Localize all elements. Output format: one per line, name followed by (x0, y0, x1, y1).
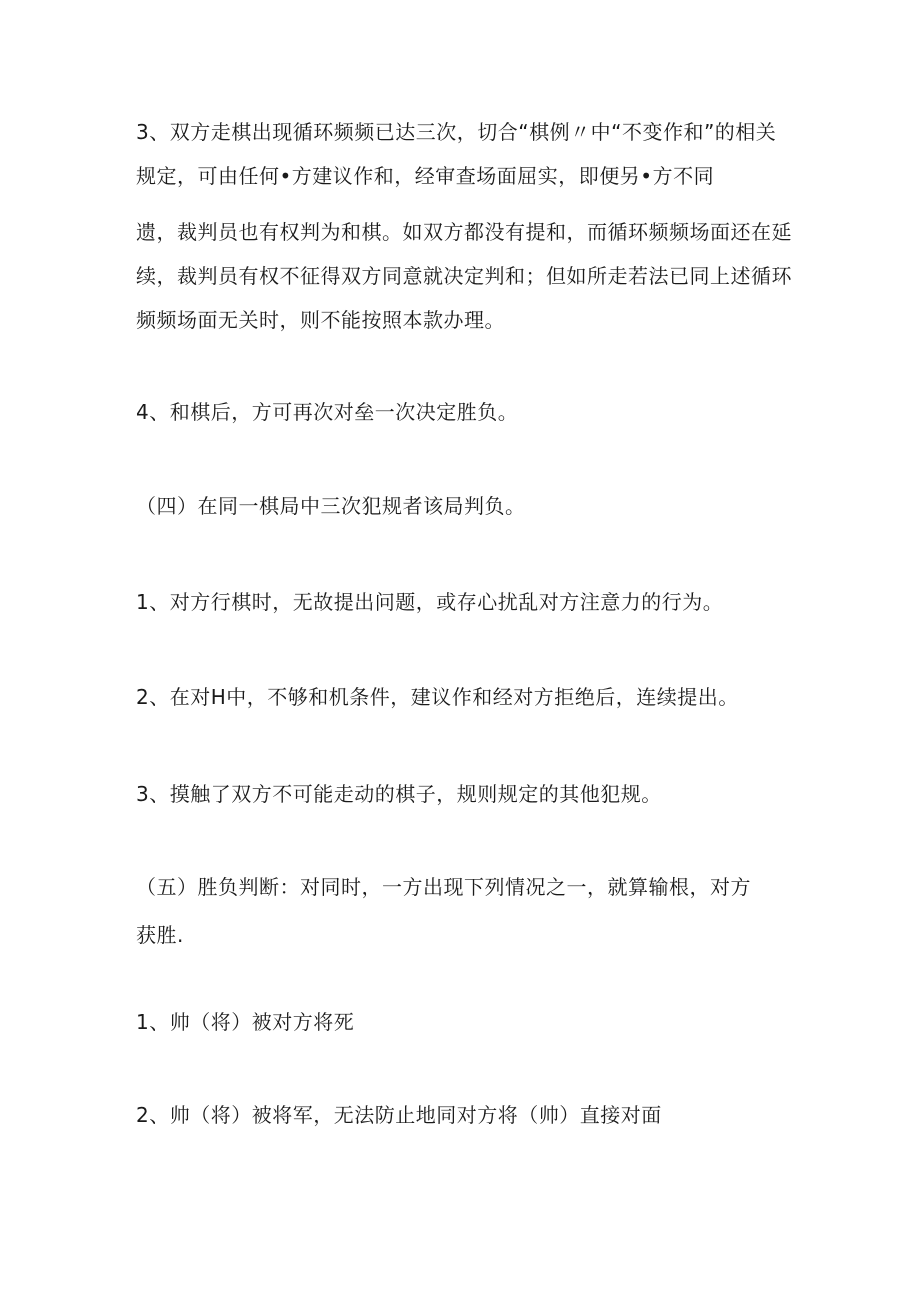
text-line: 续，裁判员有权不征得双方同意就决定判和；但如所走若法已同上述循环 (136, 264, 792, 288)
paragraph-repetition-rule (136, 110, 786, 198)
text-line: 2、帅（将）被将军，无法防止地同对方将（帅）直接对面 (136, 1103, 662, 1127)
paragraph-repetition-rule-continued (136, 210, 792, 342)
text-line: （四）在同一棋局中三次犯规者该局判负。 (136, 494, 526, 518)
text-line: 规定，可由任何•方建议作和，经审查场面屈实，即便另•方不同 (136, 164, 715, 188)
list-item-loss-2 (136, 1093, 786, 1137)
section-heading-fouls (136, 484, 786, 528)
list-item-foul-1 (136, 580, 786, 624)
paragraph-rematch-rule (136, 390, 786, 434)
text-line: 1、对方行棋时，无故提出问题，或存心扰乱对方注意力的行为。 (136, 590, 724, 614)
text-line: 频频场面无关时，则不能按照本款办理。 (136, 308, 505, 332)
list-item-foul-3 (136, 772, 786, 816)
text-line: 3、双方走棋出现循环频频已达三次，切合“棋例〃中“不变作和”的相关 (136, 120, 777, 144)
text-line: 获胜. (136, 923, 184, 947)
section-heading-win-loss (136, 865, 786, 957)
text-line: 4、和棋后，方可再次对垒一次决定胜负。 (136, 400, 519, 424)
text-line: （五）胜负判断：对同时，一方出现下列情况之一，就算输根，对方 (136, 875, 751, 899)
list-item-loss-1 (136, 1000, 786, 1044)
text-line: 遗，裁判员也有权判为和棋。如双方都没有提和，而循环频频场面还在延 (136, 220, 792, 244)
text-line: 2、在对H中，不够和机条件，建议作和经对方拒绝后，连续提出。 (136, 685, 739, 709)
list-item-foul-2 (136, 675, 786, 719)
text-line: 1、帅（将）被对方将死 (136, 1010, 355, 1034)
text-line: 3、摸触了双方不可能走动的棋子，规则规定的其他犯规。 (136, 782, 662, 806)
